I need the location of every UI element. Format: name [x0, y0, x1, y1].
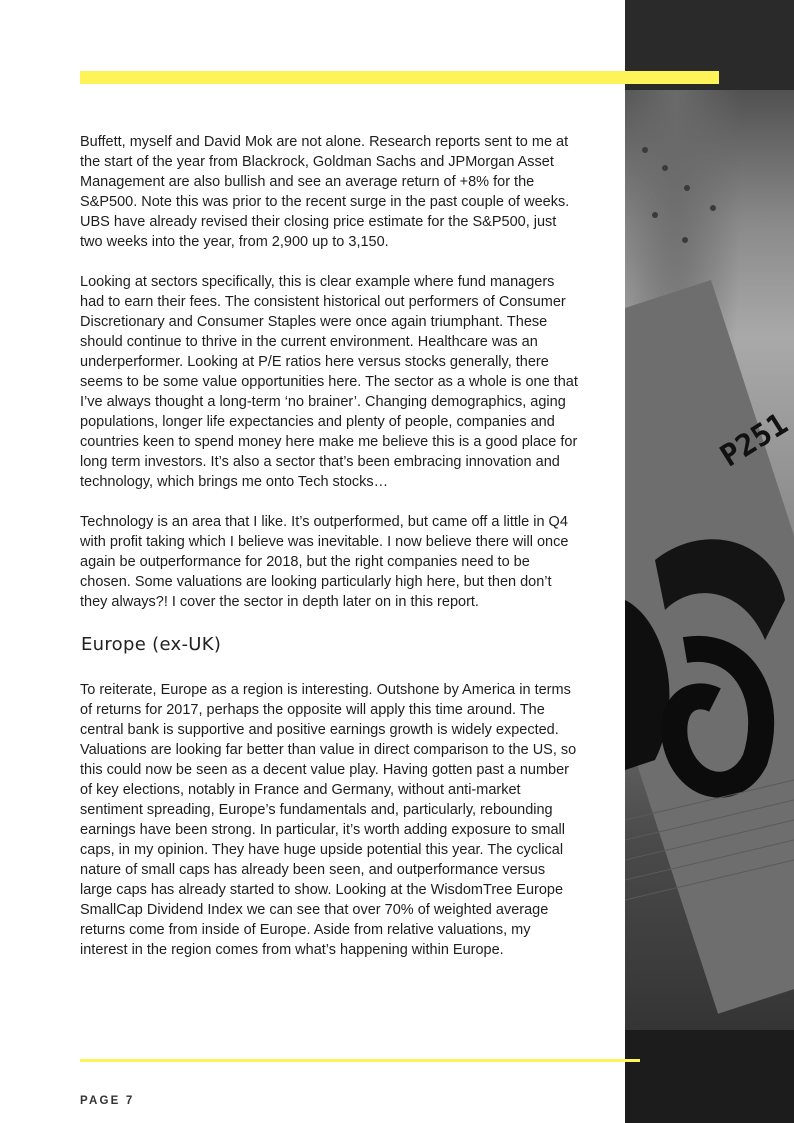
bottom-accent-line — [80, 1059, 640, 1062]
top-accent-bar — [80, 71, 719, 84]
banknote-photo — [625, 0, 794, 1123]
paragraph-technology: Technology is an area that I like. It’s outperformed, but came off a little in Q4 with profit taking which I believe was inevitable. I now believe there will once again be outperformance for 2018, but the right companies need to be chosen. Some valuations are looking particularly high here, but then don’t they always?! I cover the sector in depth later on in this report. — [80, 514, 569, 610]
paragraph-us-outlook: Buffett, myself and David Mok are not alone. Research reports sent to me at the start of the year from Blackrock, Goldman Sachs and JPMorgan Asset Management are also bullish and see an average return of +8% for the S&P500. Note this was prior to the recent surge in the past couple of weeks. UBS have already revised their closing price estimate for the S&P500, just two weeks into the year, from 2,900 up to 3,150. — [80, 134, 570, 250]
banknote-illustration — [625, 0, 794, 1123]
banknote-serial: P251 — [714, 406, 794, 475]
paragraph-europe: To reiterate, Europe as a region is interesting. Outshone by America in terms of returns for 2017, perhaps the opposite will apply this time around. The central bank is supportive and positive earnings growth is widely expected. Valuations are looking far better than value in direct comparison to the US, so this could now be seen as a decent value play. Having gotten past a number of key elections, notably in France and Germany, without anti-market sentiment spreading, Europe’s fundamentals and, particularly, rebounding earnings have been strong. In particular, it’s worth adding exposure to small caps, in my opinion. They have huge upside potential this year. The cyclical nature of small caps has already been seen, and outperformance versus large caps has already started to show. Looking at the WisdomTree Europe SmallCap Dividend Index we can see that over 70% of weighted average returns come from inside of Europe. Aside from relative valuations, my interest in the region comes from what’s happening within Europe. — [80, 682, 577, 958]
body-content — [80, 132, 580, 980]
section-heading-europe: Europe (ex-UK) — [81, 634, 222, 655]
paragraph-sectors: Looking at sectors specifically, this is clear example where fund managers had to earn their fees. The consistent historical out performers of Consumer Discretionary and Consumer Staples were once again triumphant. These should continue to thrive in the current environment. Healthcare was an underperformer. Looking at P/E ratios here versus stocks generally, there seems to be some value opportunities here. The sector as a whole is one that I’ve always thought a long-term ‘no brainer’. Changing demographics, aging populations, longer life expectancies and plenty of people, companies and countries keen to spend money here make me believe this is a good place for long term investors. It’s also a sector that’s been embracing innovation and technology, which brings me onto Tech stocks… — [80, 274, 578, 490]
page-number: PAGE 7 — [80, 1095, 135, 1107]
